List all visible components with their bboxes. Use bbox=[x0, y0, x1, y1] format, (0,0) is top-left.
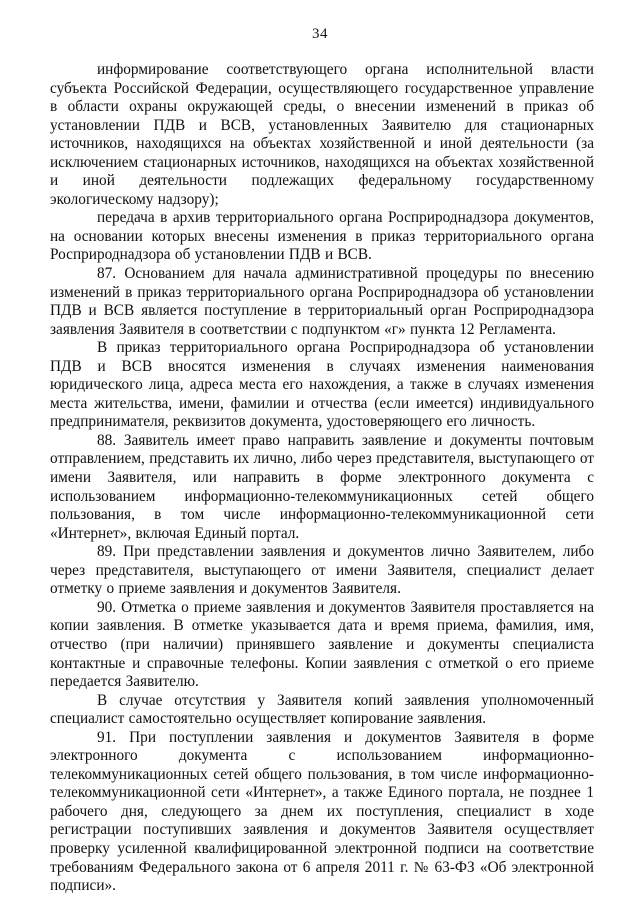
paragraph-clause-90: 90. Отметка о приеме заявления и документов Заявителя проставляется на копии заявления. В отметке указывается дата и время приема, фамилия, имя, отчество (при наличии) принявшего заявление и документы специалиста контактные и справочные телефоны. Копии заявления с отметкой о его приеме передается Заявителю. bbox=[50, 598, 594, 691]
paragraph-archive-transfer: передача в архив территориального органа Росприроднадзора документов, на основании которых внесены изменения в приказ территориального органа Росприроднадзора об установлении ПДВ и ВСВ. bbox=[50, 209, 594, 264]
paragraph-clause-89: 89. При представлении заявления и документов лично Заявителем, либо через представителя, выступающего от имени Заявителя, специалист делает отметку о приеме заявления и документов Заявителя. bbox=[50, 543, 594, 598]
paragraph-order-amendments: В приказ территориального органа Росприроднадзора об установлении ПДВ и ВСВ вносятся изменения в случаях изменения наименования юридического лица, адреса места его нахождения, а также в случаях изменения места жительства, имени, фамилии и отчества (если имеется) индивидуального предпринимателя, реквизитов документа, удостоверяющего его личность. bbox=[50, 339, 594, 431]
paragraph-copy-by-specialist: В случае отсутствия у Заявителя копий заявления уполномоченный специалист самостоятельно осуществляет копирование заявления. bbox=[50, 691, 594, 728]
paragraph-clause-91: 91. При поступлении заявления и документов Заявителя в форме электронного документа с использованием информационно-телекоммуникационных сетей общего пользования, в том числе информационно-телекоммуникационной сети «Интернет», а также Единого портала, не позднее 1 рабочего дня, следующего за днем их поступления, специалист в ходе регистрации поступивших заявления и документов Заявителя осуществляет проверку усиленной квалифицированной электронной подписи на соответствие требованиям Федерального закона от 6 апреля 2011 г. № 63-ФЗ «Об электронной подписи». bbox=[50, 728, 594, 895]
paragraph-informing-authority: информирование соответствующего органа исполнительной власти субъекта Российской Федерации, осуществляющего государственное управление в области охраны окружающей среды, о внесении изменений в приказ об установлении ПДВ и ВСВ, установленных Заявителю для стационарных источников, находящихся на объектах хозяйственной и иной деятельности (за исключением стационарных источников, находящихся на объектах хозяйственной и иной деятельности подлежащих федеральному государственному экологическому надзору); bbox=[50, 61, 594, 208]
paragraph-clause-88: 88. Заявитель имеет право направить заявление и документы почтовым отправлением, представить их лично, либо через представителя, выступающего от имени Заявителя, или направить в форме электронного документа с использованием информационно-телекоммуникационных сетей общего пользования, в том числе информационно-телекоммуникационной сети «Интернет», включая Единый портал. bbox=[50, 431, 594, 542]
page-number: 34 bbox=[312, 26, 328, 42]
paragraph-clause-87: 87. Основанием для начала административной процедуры по внесению изменений в приказ территориального органа Росприроднадзора об установлении ПДВ и ВСВ является поступление в территориальный орган Росприроднадзора заявления Заявителя в соответствии с подпунктом «г» пункта 12 Регламента. bbox=[50, 265, 594, 338]
document-body bbox=[50, 61, 594, 896]
